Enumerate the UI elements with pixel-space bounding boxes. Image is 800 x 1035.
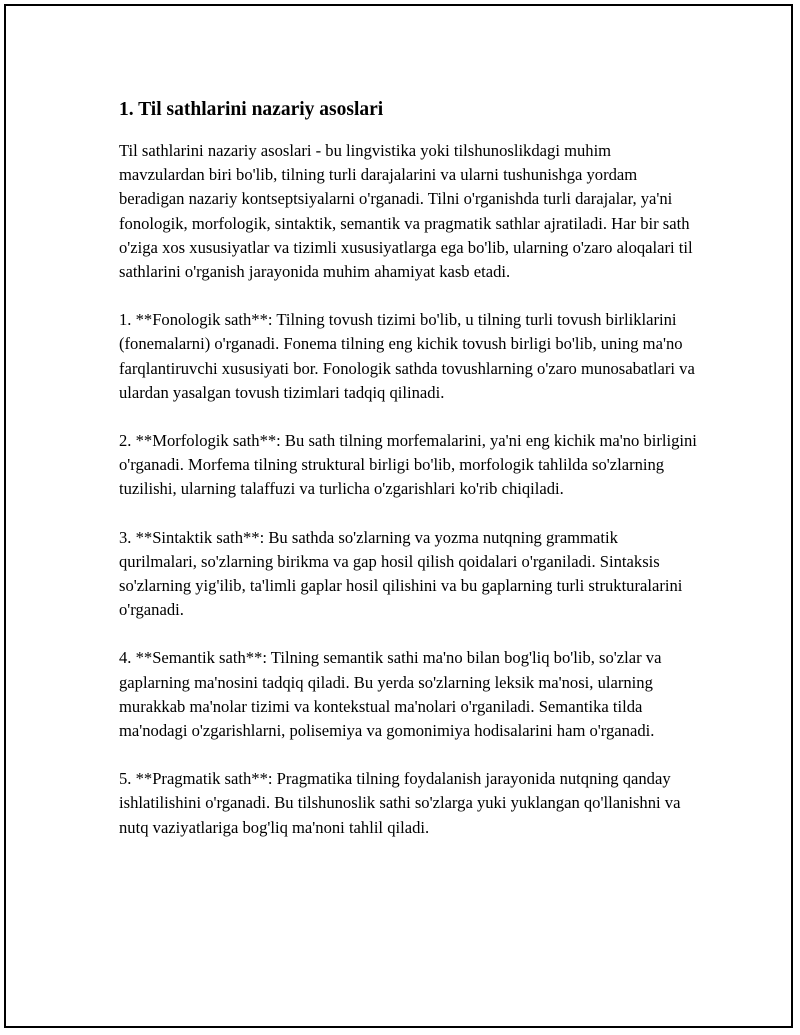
- sintaktik-paragraph: 3. **Sintaktik sath**: Bu sathda so'zlarning va yozma nutqning grammatik qurilmalari, so'zlarning birikma va gap hosil qilish qoidalari o'rganiladi. Sintaksis so'zlarning yig'ilib, ta'limli gaplar hosil qilishini va bu gaplarning turli strukturalarini o'rganadi.: [119, 527, 683, 620]
- morfologik-paragraph: 2. **Morfologik sath**: Bu sath tilning morfemalarini, ya'ni eng kichik ma'no birligini o'rganadi. Morfema tilning struktural birligi bo'lib, morfologik tahlilda so'zlarning tuzilishi, ularning talaffuzi va turlicha o'zgarishlari ko'rib chiqiladi.: [119, 431, 697, 499]
- intro-paragraph: Til sathlarini nazariy asoslari - bu lingvistika yoki tilshunoslikdagi muhim mavzulardan biri bo'lib, tilning turli darajalarini va ularni tushunishga yordam beradigan nazariy kontseptsiyalarni o'rganadi. Tilni o'rganishda turli darajalar, ya'ni fonologik, morfologik, sintaktik, semantik va pragmatik sathlar ajratiladi. Har bir sath o'ziga xos xususiyatlar va tizimli xususiyatlarga ega bo'lib, ularning o'zaro aloqalari til sathlarini o'rganish jarayonida muhim ahamiyat kasb etadi.: [119, 141, 693, 282]
- document-body: [119, 96, 699, 840]
- semantik-paragraph: 4. **Semantik sath**: Tilning semantik sathi ma'no bilan bog'liq bo'lib, so'zlar va gaplarning ma'nosini tadqiq qiladi. Bu yerda so'zlarning leksik ma'nosi, ularning murakkab ma'nolar tizimi va kontekstual ma'nolari o'rganiladi. Semantika tilda ma'nodagi o'zgarishlarni, polisemiya va gomonimiya hodisalarini ham o'rganadi.: [119, 648, 662, 741]
- fonologik-paragraph: 1. **Fonologik sath**: Tilning tovush tizimi bo'lib, u tilning turli tovush birliklarini (fonemalarni) o'rganadi. Fonema tilning eng kichik tovush birligi bo'lib, uning ma'no farqlantiruvchi xususiyati bor. Fonologik sathda tovushlarning o'zaro munosabatlari va ulardan yasalgan tovush tizimlari tadqiq qilinadi.: [119, 310, 695, 402]
- document-page: [4, 4, 793, 1028]
- section-heading: 1. Til sathlarini nazariy asoslari: [119, 99, 384, 120]
- pragmatik-paragraph: 5. **Pragmatik sath**: Pragmatika tilning foydalanish jarayonida nutqning qanday ishlatilishini o'rganadi. Bu tilshunoslik sathi so'zlarga yuki yuklangan qo'llanishni va nutq vaziyatlariga bog'liq ma'noni tahlil qiladi.: [119, 769, 681, 837]
